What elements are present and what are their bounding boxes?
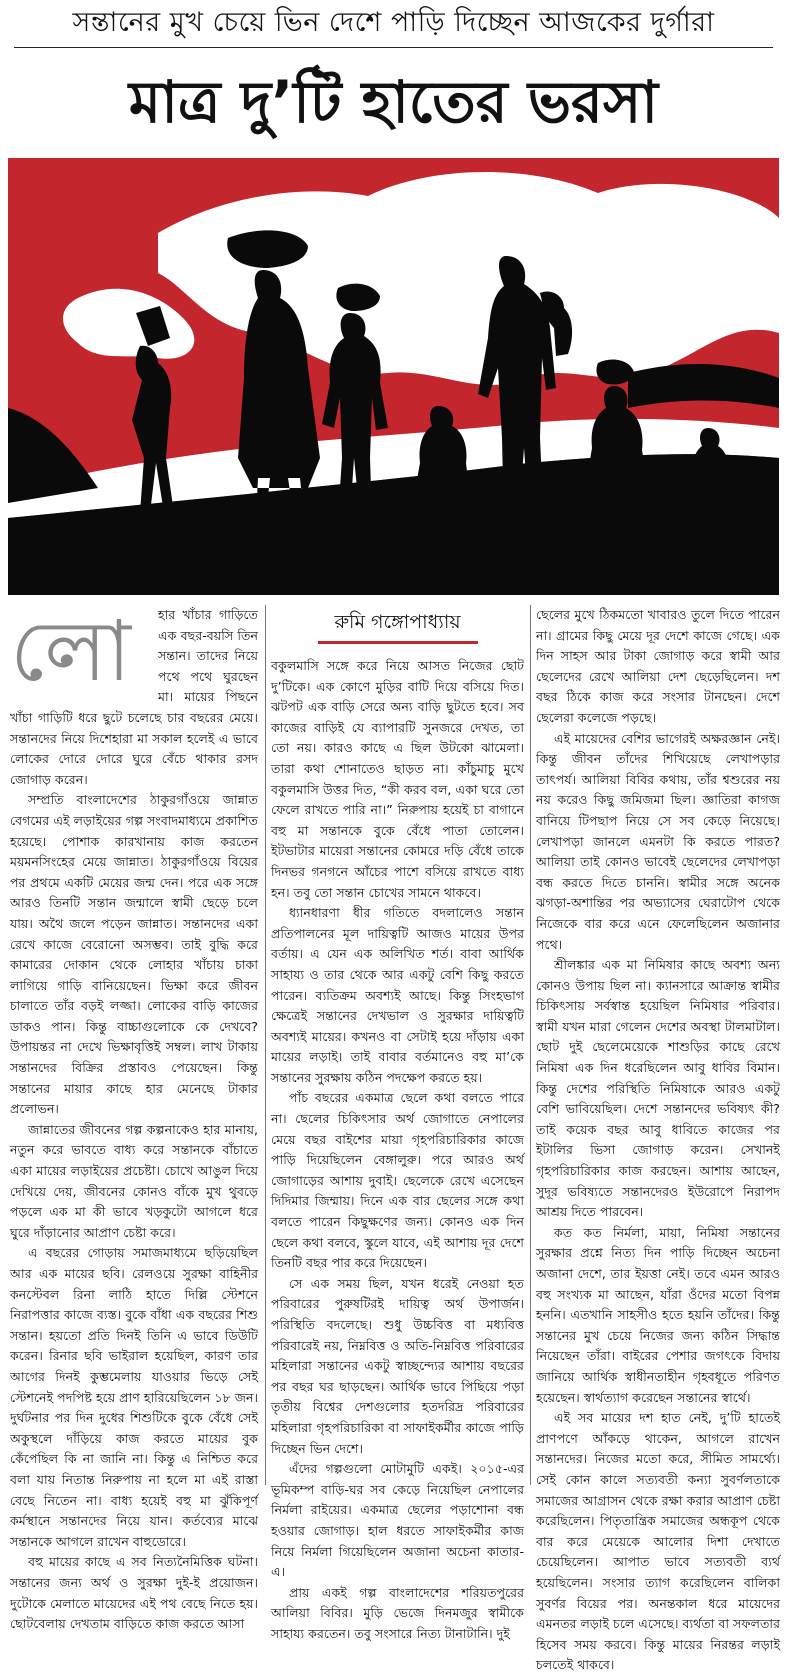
column-divider	[530, 605, 531, 1485]
byline: রুমি গঙ্গোপাধ্যায়	[334, 611, 461, 633]
hero-illustration	[8, 158, 779, 595]
main-headline: মাত্র দু’টি হাতের ভরসা	[128, 68, 659, 136]
paragraph: সম্প্রতি বাংলাদেশের ঠাকুরগাঁওয়ে জান্নাত বেগমের এই লড়াইয়ের গল্প সংবাদমাধ্যমে প্রকাশিত হয়েছে। পোশাক কারখানায় কাজ করতেন ময়মনসিংহের মেয়ে জান্নাত। ঠাকুরগাঁওয়ে বিয়ের পর প্রথমে একটি মেয়ের জন্ম দেন। পরে এক সঙ্গে আরও তিনটি সন্তান জন্মালে স্বামী ছেড়ে চলে যায়। অথৈ জলে পড়েন জান্নাত। সন্তানদের একা রেখে কাজে বেরোনো অসম্ভব। তাই বুদ্ধি করে কামারের দোকান থেকে লোহার খাঁচায় চাকা লাগিয়ে গাড়ি বানিয়েছেন। ভিক্ষা করে জীবন চালাতে তাঁর বড়ই লজ্জা। লোকের বাড়ি কাজের ডাকও পান। কিন্তু বাচ্চাগুলোকে কে দেখবে? উপায়ন্তর না দেখে ভিক্ষাবৃত্তিই সম্বল। লাখ টাকায় সন্তানদের বিক্রির প্রস্তাবও পেয়েছেন। কিন্তু সন্তানের মায়ার কাছে হার মেনেছে টাকার প্রলোভন।	[10, 792, 258, 1117]
column-divider	[265, 605, 266, 1485]
dropcap: লো	[10, 605, 132, 697]
dropcap-box	[10, 605, 152, 697]
paragraph: ছেলের মুখে ঠিকমতো খাবারও তুলে দিতে পারেন না। গ্রামের কিছু মেয়ে দূর দেশে কাজে গেছে। এক দিন সাহস আর টাকা জোগাড় করে স্বামী আর ছেলেদের রেখে আলিয়া দেশ ছেড়েছিলেন। দশ বছর ঠিকে কাজ করে সংসার টানছেন। দেশে ছেলেরা কলেজে পড়ছে।	[536, 607, 780, 725]
paragraph: হার খাঁচার গাড়িতে এক বছর-বয়সি তিন সন্তান। তাদের নিয়ে পথে পথে ঘুরছেন মা। মায়ের পিছনে খাঁচা গাড়িটি ধরে ছুটে চলেছে চার বছরের মেয়ে। সন্তানদের নিয়ে দিশেহারা মা সকাল হলেই এ ভাবে লোকের দোরে দোরে ঘুরে বেঁচে থাকার রসদ জোগাড় করেন।	[10, 607, 258, 787]
article-column-3	[536, 605, 780, 1676]
kicker-divider	[14, 47, 773, 48]
article-column-2	[271, 605, 524, 1645]
paragraph: পাঁচ বছরের একমাত্র ছেলে কথা বলতে পারে না। ছেলের চিকিৎসার অর্থ জোগাতে নেপালের মেয়ে বছর বাইশের মায়া গৃহপরিচারিকার কাজে পাড়ি দিয়েছিলেন বেঙ্গালুরু। পরে আরও অর্থ জোগাড়ের আশায় দুবাই। ছেলেকে রেখে এসেছেন দিদিমার জিম্মায়। দিনে এক বার ছেলের সঙ্গে কথা বলতে পারেন কিছুক্ষণের জন্য। কোনও এক দিন ছেলে কথা বলবে, স্কুলে যাবে, এই আশায় দূর দেশে তিনটি বছর পার করে দিয়েছেন।	[271, 1090, 524, 1271]
paragraph: ধ্যানধারণা ধীর গতিতে বদলালেও সন্তান প্রতিপালনের মূল দায়িত্বটি আজও মায়ের উপর বর্তায়। এ যেন এক অলিখিত শর্ত। বাবা আর্থিক সাহায্য ও তার থেকে আর একটু বেশি কিছু করতে পারেন। ব্যতিক্রম অবশ্যই আছে। কিন্তু সিংহভাগ ক্ষেত্রেই সন্তানের দেখভাল ও সুরক্ষার দায়িত্বটি অবশ্যই মায়ের। কখনও বা সেটাই হয়ে দাঁড়ায় একা মায়ের লড়াই। তাই বাবার বর্তমানেও বহু মা’কে সন্তানের সুরক্ষায় কঠিন পদক্ষেপ করতে হয়।	[271, 905, 524, 1085]
paragraph: এই মায়েদের বেশির ভাগেরই অক্ষরজ্ঞান নেই। কিন্তু জীবন তাঁদের শিখিয়েছে লেখাপড়ার তাৎপর্য। আলিয়া বিবির কথায়, তাঁর শ্বশুরের নয় নয় করেও কিছু জমিজমা ছিল। জ্ঞাতিরা কাগজ বানিয়ে টিপছাপ নিয়ে সে সব কেড়ে নিয়েছে। লেখাপড়া জানলে এমনটা কি করতে পারত? আলিয়া তাই কোনও ভাবেই ছেলেদের লেখাপড়া বন্ধ করতে দিতে চাননি। স্বামীর সঙ্গে অনেক ঝগড়া-অশান্তির পর অভ্যাসের ঘেরাটোপ থেকে নিজেকে বার করে এনে ফেলেছিলেন অজানার পথে।	[536, 730, 780, 952]
kicker-headline: সন্তানের মুখ চেয়ে ভিন দেশে পাড়ি দিচ্ছেন আজকের দুর্গারা	[72, 7, 715, 38]
paragraph: এঁদের গল্পগুলো মোটামুটি একই। ২০১৫-এর ভূমিকম্প বাড়ি-ঘর সব কেড়ে নিয়েছিল নেপালের নির্মলা রাইয়ের। একমাত্র ছেলের পড়াশোনা বন্ধ হওয়ার জোগাড়। হাল ধরতে সাফাইকর্মীর কাজ নিয়ে নির্মলা গিয়েছিলেন অজানা অচেনা কাতার-এ।	[271, 1461, 524, 1580]
paragraph: প্রায় একই গল্প বাংলাদেশের শরিয়তপুরের আলিয়া বিবির। মুড়ি ভেজে দিনমজুর স্বামীকে সাহায্য করতেন। তবু সংসারে নিত্য টানাটানি। দুই	[271, 1584, 524, 1641]
paragraph: শ্রীলঙ্কার এক মা নিমিষার কাছে অবশ্য অন্য কোনও উপায় ছিল না। ক্যানসারে আক্রান্ত স্বামীর চিকিৎসায় সর্বস্বান্ত হয়েছিল নিমিষার পরিবার। স্বামী যখন মারা গেলেন দেশের অবস্থা টালমাটাল। ছোট দুই ছেলেমেয়েকে শাশুড়ির কাছে রেখে নিমিষা এক দিন ধরেছিলেন আবু ধাবির বিমান। কিন্তু দেশের পরিস্থিতি নিমিষাকে আরও একটু বেশি ভাবিয়েছিল। দেশে সন্তানদের ভবিষ্যৎ কী? তাই কয়েক বছর আবু ধাবিতে কাজের পর ইটালির ভিসা জোগাড় করেন। সেখানই গৃহপরিচারিকার কাজ করছেন। আশায় আছেন, সুদূর ভবিষ্যতে সন্তানদেরও ইউরোপে নিরাপদ আশ্রয় দিতে পারবেন।	[536, 957, 780, 1220]
paragraph: বকুলমাসি সঙ্গে করে নিয়ে আসত নিজের ছোট দু’টিকে। এক কোণে মুড়ির বাটি দিয়ে বসিয়ে দিত। ঝটপট এক বাড়ি সেরে অন্য বাড়ি ছুটতে হবে। সব কাজের বাড়িই যে ব্যাপারটি সুনজরে দেখত, তা তো নয়। কারও কাছে এ ছিল উটকো ঝামেলা। তারা কথা শোনাতেও ছাড়ত না। কাঁচুমাচু মুখে বকুলমাসি উত্তর দিত, “কী করব বল, একা ঘরে তো ফেলে রাখতে পারি না।” নিরুপায় হয়েই চা বাগানে বহু মা সন্তানকে বুকে বেঁধে পাতা তোলেন। ইটভাটার মায়েরা সন্তানের কোমরে দড়ি বেঁধে তাকে দিনভর গনগনে আঁচের পাশে বসিয়ে রাখতে বাধ্য হন। তবু তো সন্তান চোখের সামনে থাকবে।	[271, 658, 524, 900]
paragraph: জান্নাতের জীবনের গল্প কল্পনাকেও হার মানায়, নতুন করে ভাবতে বাধ্য করে সন্তানকে বাঁচাতে একা মায়ের লড়াইয়ের প্রচেষ্টা। চোখে আঙুল দিয়ে দেখিয়ে দেয়, জীবনের কোনও বাঁকে মুখ থুবড়ে পড়লে এক মা কী ভাবে খড়কুটো আগলে ধরে ঘুরে দাঁড়ানোর আপ্রাণ চেষ্টা করে।	[10, 1121, 258, 1240]
paragraph: কত কত নির্মলা, মায়া, নিমিষা সন্তানের সুরক্ষার প্রশ্নে নিত্য দিন পাড়ি দিচ্ছেন অচেনা অজানা দেশে, তার ইয়ত্তা নেই। তবে এমন আরও বহু সংখ্যক মা আছেন, যাঁরা ওঁদের মতো বিপন্ন হননি। এতখানি সাহসীও হতে হয়নি তাঁদের। কিন্তু সন্তানের মুখ চেয়ে নিজের জন্য কঠিন সিদ্ধান্ত নিয়েছেন তাঁরা। বাইরের পেশার জগৎকে বিদায় জানিয়ে আর্থিক স্বাধীনতাহীন গৃহবধূতে পরিণত হয়েছেন। স্বার্থত্যাগ করেছেন সন্তানের স্বার্থে।	[536, 1224, 780, 1405]
paragraph: বহু মায়ের কাছে এ সব নিত্যনৈমিত্তিক ঘটনা। সন্তানের জন্য অর্থ ও সুরক্ষা দুই-ই প্রয়োজন। দুটোকে মেলাতে মায়েদের এই পথ বেছে নিতে হয়। ছোটবেলায় দেখতাম বাড়িতে কাজ করতে আসা	[10, 1554, 258, 1632]
article-column-1	[10, 605, 258, 1635]
silhouette-artwork	[8, 158, 779, 595]
paragraph: এ বছরের গোড়ায় সমাজমাধ্যমে ছড়িয়েছিল আর এক মায়ের ছবি। রেলওয়ে সুরক্ষা বাহিনীর কনস্টেবল রিনা লাঠি হাতে দিল্লি স্টেশনে নিরাপত্তার কাজে ব্যস্ত। বুকে বাঁধা এক বছরের শিশু সন্তান। হয়তো প্রতি দিনই তিনি এ ভাবে ডিউটি করেন। রিনার ছবি ভাইরাল হয়েছিল, কারণ তার আগের দিনই কুম্ভমেলায় যাওয়ার ভিড়ে সেই স্টেশনেই পদপিষ্ট হয়ে প্রাণ হারিয়েছিলেন ১৮ জন। দুর্ঘটনার পর দিন দুধের শিশুটিকে বুকে বেঁধে সেই অকুস্থলে দাঁড়িয়ে কাজ করতে মায়ের বুক কেঁপেছিল কি না জানি না। কিন্তু এ নিশ্চিত করে বলা যায় নিতান্ত নিরুপায় না হলে মা এই রাস্তা বেছে নিতেন না। বাধ্য হয়েই বহু মা ঝুঁকিপূর্ণ কর্মস্থানে সন্তানদের নিয়ে যান। কর্তব্যের মাঝে সন্তানকে আগলে রাখেন বাহুডোরে।	[10, 1245, 258, 1549]
byline-underline	[318, 641, 478, 644]
paragraph: এই সব মায়ের দশ হাত নেই, দু’টি হাতেই প্রাণপণে আঁকড়ে থাকেন, আগলে রাখেন সন্তানদের। নিজের মতো করে, সীমিত সামর্থ্যে। সেই কোন কালে সত্যবতী কন্যা সুবর্ণলতাকে সমাজের আগ্রাসন থেকে রক্ষা করার আপ্রাণ চেষ্টা করেছিলেন। পিতৃতান্ত্রিক সমাজের অন্ধকূপ থেকে বার করে মেয়েকে আলোর দিশা দেখাতে চেয়েছিলেন। আপাত ভাবে সত্যবতী ব্যর্থ হয়েছিলেন। সংসার ত্যাগ করেছিলেন বালিকা সুবর্ণর বিয়ের পর। অনন্তকাল ধরে মায়েদের এমনতর লড়াই চলে এসেছে। ব্যর্থতা বা সফলতার হিসেব সময় করবে। কিন্তু মায়ের নিরন্তর লড়াই চলতেই থাকবে।	[536, 1410, 780, 1673]
paragraph: সে এক সময় ছিল, যখন ধরেই নেওয়া হত পরিবারের পুরুষটিরই দায়িত্ব অর্থ উপার্জন। পরিস্থিতি বদলেছে। শুধু উচ্চবিত্ত বা মধ্যবিত্ত পরিবারেই নয়, নিম্নবিত্ত ও অতি-নিম্নবিত্ত পরিবারের মহিলারা সন্তানের একটু স্বাচ্ছন্দ্যের আশায় বছরের পর বছর ঘর ছাড়ছেন। আর্থিক ভাবে পিছিয়ে পড়া তৃতীয় বিশ্বের দেশগুলোর হতদরিদ্র পরিবারের মহিলারা গৃহপরিচারিকা বা সাফাইকর্মীর কাজে পাড়ি দিচ্ছেন ভিন দেশে।	[271, 1275, 524, 1456]
